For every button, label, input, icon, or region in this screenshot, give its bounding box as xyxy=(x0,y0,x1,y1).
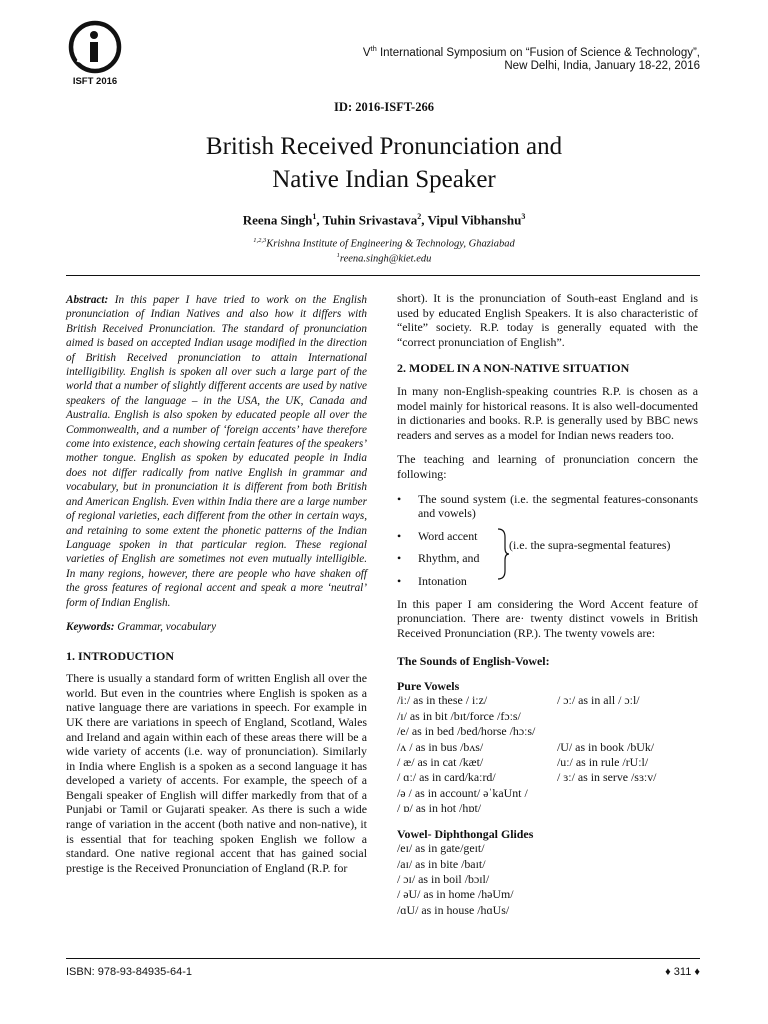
table-row: /ɪ/ as in bit /bɪt/force /fɔːs/ xyxy=(397,708,521,723)
page-number: ♦ 311 ♦ xyxy=(665,966,700,978)
teaching-paragraph: The teaching and learning of pronunciation concern the following: xyxy=(397,452,698,481)
footer-divider xyxy=(66,958,700,959)
supra-segmental-note: (i.e. the supra-segmental features) xyxy=(509,537,671,552)
paper-id: ID: 2016-ISFT-266 xyxy=(334,100,434,114)
conference-line-1: Vth International Symposium on “Fusion of Science & Technology”, xyxy=(362,44,700,59)
author: Vipul Vibhanshu xyxy=(427,212,522,228)
author-email: $^1$reena.singh@kiet.edu xyxy=(336,252,432,265)
list-item: • Intonation xyxy=(397,573,467,588)
pure-vowel-table xyxy=(397,693,698,816)
left-column xyxy=(66,293,367,875)
header-divider xyxy=(66,275,700,276)
table-row: /iː/ as in these / iːz/ / ɔː/ as in all / ɔːl/ xyxy=(397,693,640,708)
list-item: • Word accent (i.e. the supra-segmental features) xyxy=(397,529,698,544)
conference-line-2: New Delhi, India, January 18-22, 2016 xyxy=(504,60,700,72)
section-heading-model: 2. MODEL IN A NON-NATIVE SITUATION xyxy=(397,361,630,376)
isbn: ISBN: 978-93-84935-64-1 xyxy=(66,966,192,978)
abstract: Abstract: In this paper I have tried to work on the English pronunciation of Indian Natives and also how it differs with British Received Pronunciation. The standard of pronunciation aimed is based on accepted Indian usage modified in the direction of British Received pronunciation to attain International intelligibility. English is spoken all over such a large part of the world that a number of slightly different accents are used by native speakers of the language – in the USA, the UK, Canada and Australia. English is also spoken by educated people all over the Commonwealth, and a number of ‘foreign accents’ have therefore come into existence, each showing certain features of the speakers’ mother tongue. English as spoken by educated people in India does not differ radically from native English in grammar and vocabulary, but in pronunciation it is different from both British and American English. Even within India there are a large number of regional varieties, each different from the other in certain ways, and retaining to some extent the phonetic patterns of the Indian Language spoken in that particular region. These regional varieties of English are sometimes not even mutually intelligible. In many regions, however, there are people who have shaken off the gross features of regional accent and speak a more ‘neutral’ form of Indian English. xyxy=(66,294,367,609)
isft-logo xyxy=(66,18,124,90)
logo-text: ISFT 2016 xyxy=(72,76,118,87)
table-row: /ʌ / as in bus /bʌs/ /U/ as in book /bUk/ xyxy=(397,739,655,754)
section-heading-introduction: 1. INTRODUCTION xyxy=(66,648,175,663)
diphthong-list xyxy=(397,841,698,918)
paper-title-line-2: Native Indian Speaker xyxy=(272,166,496,193)
list-item: • Rhythm, and xyxy=(397,551,480,566)
table-row: / ɒ/ as in hot /hɒt/ xyxy=(397,801,482,816)
author: Reena Singh xyxy=(242,212,313,228)
keywords: Keywords: Grammar, vocabulary xyxy=(66,620,217,633)
continued-paragraph: short). It is the pronunciation of South-east England and is used by educated English Speakers. It is also characteristic of “elite” society. R.P. today is generally equated with the “correct pronunciation of English”. xyxy=(397,291,698,349)
table-row: / ɑː/ as in card/kaːrd/ / ɜː/ as in serve /sɜːv/ xyxy=(397,770,657,785)
word-accent-paragraph: In this paper I am considering the Word Accent feature of pronunciation. There are· twenty distinct vowels in British Received Pronunciation (RP.). The twenty vowels are: xyxy=(397,596,698,640)
table-row: /e/ as in bed /bed/horse /hɔːs/ xyxy=(397,724,536,739)
list-item: /ɑU/ as in house /hɑUs/ xyxy=(397,902,510,917)
author: Tuhin Srivastava xyxy=(322,212,418,228)
list-item: /aɪ/ as in bite /baɪt/ xyxy=(397,856,486,871)
diphthong-heading: Vowel- Diphthongal Glides xyxy=(397,826,534,841)
introduction-paragraph: There is usually a standard form of written English all over the world. But even in the countries where English is spoken as a native language there are variations in speech. For example in UK there are variations in speech of England, Scotland, Wales and Ireland and again within each of these areas there will be a wide variety of accents (i.e. way of pronunciation). Similarly in India where English is a spoken as a second language it has developed a variety of accents. For example, the speech of a Bengali speaker of English will differ markedly from that of a Punjabi or Tamil or Gujarati speaker. As there is such a wide range of variation in the accent (both native and non-native), it is essential that for teaching spoken English we follow a standard. One native regional accent that has gained social prestige is the Received Pronunciation of England (R.P. for xyxy=(66,671,367,875)
list-item: / əU/ as in home /həUm/ xyxy=(397,887,514,902)
sounds-heading: The Sounds of English-Vowel: xyxy=(397,654,550,669)
pronunciation-list xyxy=(397,492,698,589)
table-row: / æ/ as in cat /kæt/ /uː/ as in rule /rUːl/ xyxy=(397,755,649,770)
pure-vowels-heading: Pure Vowels xyxy=(397,678,460,693)
list-item: /eɪ/ as in gate/geɪt/ xyxy=(397,841,485,856)
affiliation: $^{1,2,3}$Krishna Institute of Engineering & Technology, Ghaziabad xyxy=(253,237,515,250)
table-row: /ə / as in account/ əˈkaUnt / xyxy=(397,785,528,800)
author-list: Reena Singh$^1$, Tuhin Srivastava$^2$, Vipul Vibhanshu$^3$ xyxy=(242,212,526,228)
model-paragraph: In many non-English-speaking countries R.P. is chosen as a model mainly for historical reasons. It is also well-documented in dictionaries and books. R.P. is generally used by BBC news readers and serves as a model for Indian news readers too. xyxy=(397,383,698,442)
list-item: / ɔɪ/ as in boil /bɔɪl/ xyxy=(397,871,490,886)
paper-title-line-1: British Received Pronunciation and xyxy=(205,133,563,160)
list-item: • The sound system (i.e. the segmental features-consonants and vowels) xyxy=(397,491,698,521)
right-column xyxy=(397,291,698,918)
